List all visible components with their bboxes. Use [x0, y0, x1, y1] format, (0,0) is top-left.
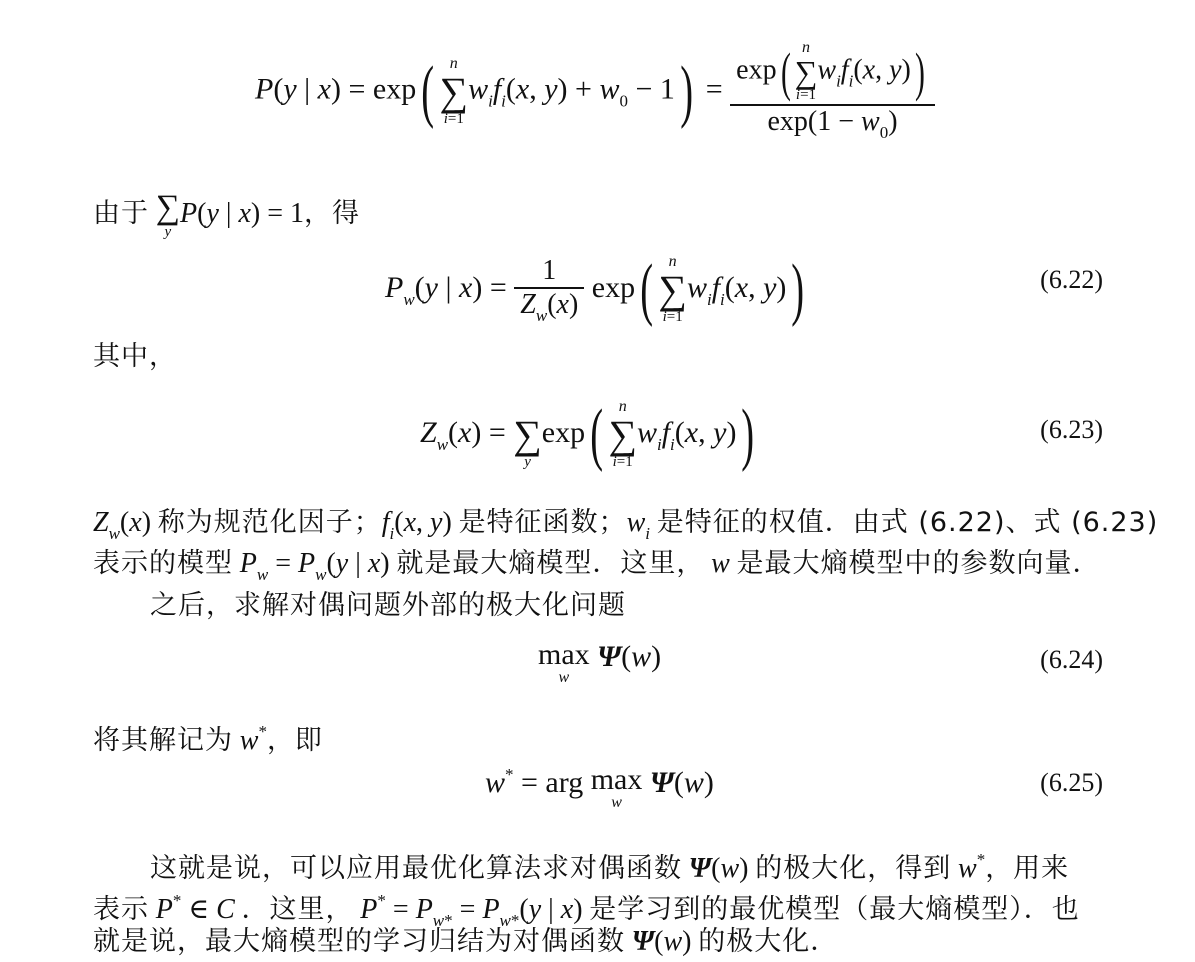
text-segment: 是最大熵模型中的参数向量．: [736, 548, 1101, 579]
text-line-normalization: 由于 ∑ y P(y | x) = 1，得: [93, 189, 361, 240]
equation-6-24: max w Ψ(w): [538, 638, 662, 686]
text-line-conclusion: 就是说，最大熵模型的学习归结为对偶函数 Ψ(w) 的极大化．: [93, 926, 839, 957]
equation-number: (6.23): [1040, 415, 1103, 444]
text-segment: 之后，求解对偶问题外部的极大化问题: [150, 590, 626, 621]
equation-number: (6.22): [1040, 265, 1103, 294]
text-segment: 表示: [93, 894, 149, 925]
text-segment: 将其解记为: [93, 725, 233, 756]
text-segment: ，即: [266, 725, 323, 756]
text-line-optimization: 这就是说，可以应用最优化算法求对偶函数 Ψ(w) 的极大化，得到 w*，用来: [150, 850, 1070, 884]
text-segment: 就是说，最大熵模型的学习归结为对偶函数: [93, 926, 625, 957]
text-segment: 是特征的权值．由式 (6.22)、式 (6.23): [656, 507, 1159, 538]
text-segment: ，得: [304, 198, 361, 229]
text-line-model: 表示的模型 $P_w = P_w(y$ | x) 就是最大熵模型．这里， w 是最大熵模型中的参数向量．: [93, 548, 1101, 584]
text-line-definitions: $Z_w(x)$ 称为规范化因子；$f_i(x$, y) 是特征函数；$w_i$ 是特征的权值．由式 (6.22)、式 (6.23): [93, 507, 1159, 543]
text-segment: 就是最大熵模型．这里，: [396, 548, 705, 579]
equation-6-22: $P_w(y$ | x) = $\frac{1}{Z_w(x)}$ exp( n ∑ i=1 $w_if_i(x$, y)): [385, 251, 805, 328]
text-segment: ，用来: [985, 853, 1070, 884]
equation-number: (6.25): [1040, 768, 1103, 797]
text-segment: 其中，: [93, 341, 177, 372]
text-segment: ．这里，: [241, 894, 354, 925]
text-segment: 是特征函数；: [458, 507, 627, 538]
equation-6-23: $Z_w(x)$ = ∑ y exp( n ∑ i=1 $w_if_i(x$, y)): [420, 396, 755, 473]
text-segment: 的极大化，得到: [755, 853, 952, 884]
equation-p-exp: P(y | x) = exp( n ∑ i=1 $w_if_i(x$, $y) + w_0 - 1$) = exp( n ∑ i=1 $w_if_i(x$, y)) $\exp(1 - w_0)$: [255, 40, 935, 150]
text-line-outer-max: [150, 585, 626, 626]
equation-number: (6.24): [1040, 645, 1103, 674]
text-segment: 的极大化．: [698, 926, 839, 957]
text-segment: 由于: [93, 198, 149, 229]
text-line-where: [93, 336, 177, 377]
text-segment: 称为规范化因子；: [157, 507, 382, 538]
text-line-solution: 将其解记为 w*，即: [93, 722, 323, 756]
text-segment: 是学习到的最优模型（最大熵模型）．也: [589, 894, 1080, 925]
text-line-optimal-model: 表示 P* ∈ C ．这里， $P^* = P_{w*} = P_{w*}(y$ | x) 是学习到的最优模型（最大熵模型）．也: [93, 891, 1080, 930]
text-segment: 这就是说，可以应用最优化算法求对偶函数: [150, 853, 682, 884]
equation-6-25: w* = arg max w Ψ(w): [485, 763, 714, 811]
text-segment: 表示的模型: [93, 548, 233, 579]
